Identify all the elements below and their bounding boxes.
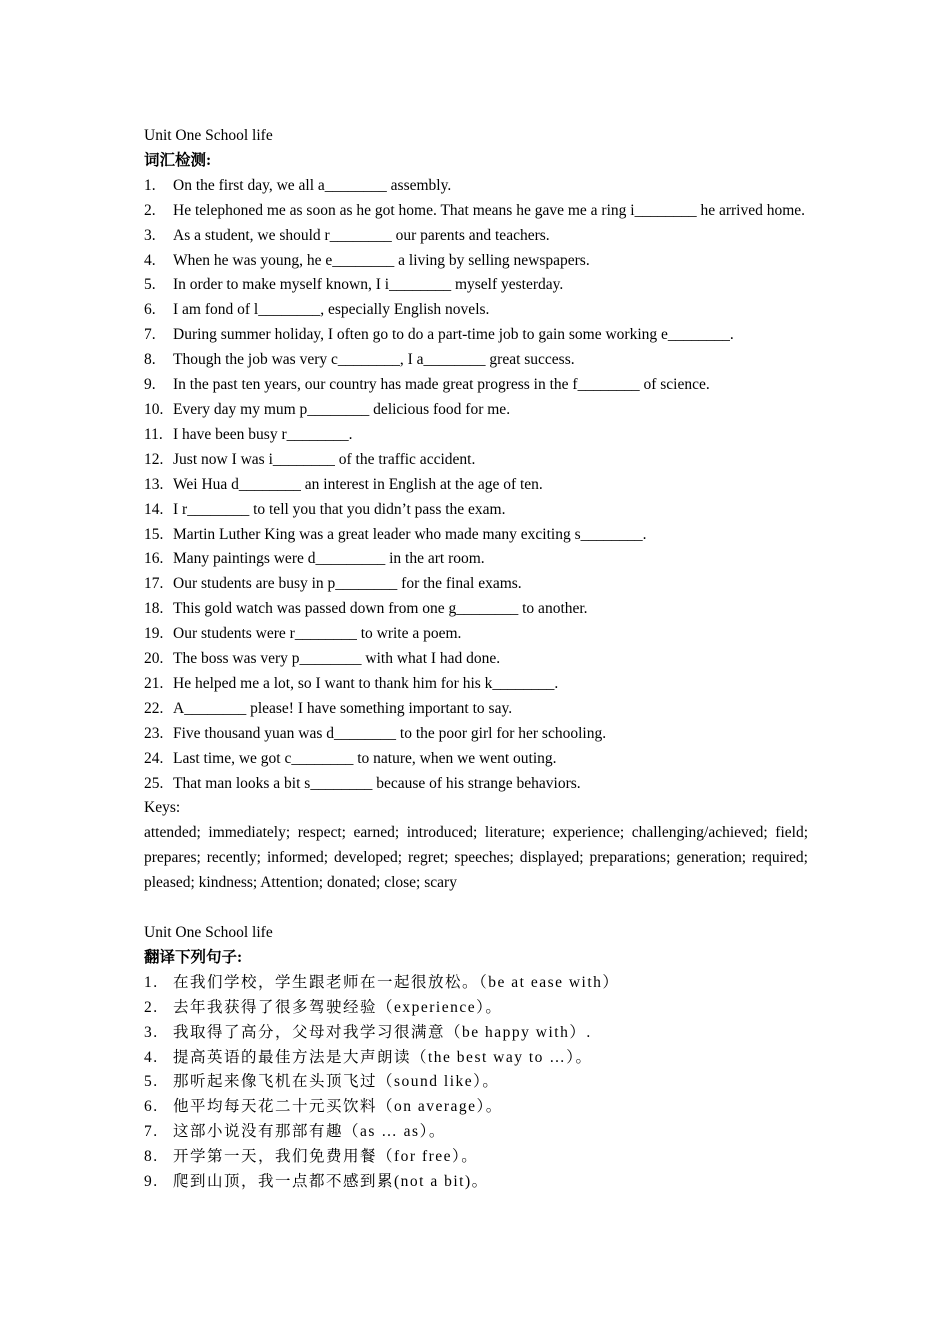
translation-item [144, 1021, 808, 1046]
item-text: In order to make myself known, I i________ myself yesterday. [173, 276, 564, 294]
item-number: 3. [144, 226, 156, 244]
item-text: He helped me a lot, so I want to thank him for his k________. [173, 674, 559, 692]
vocabulary-item [144, 697, 808, 722]
vocabulary-item [144, 423, 808, 448]
vocabulary-item [144, 597, 808, 622]
item-number: 14. [144, 500, 164, 518]
item-text: I r________ to tell you that you didn’t pass the exam. [173, 500, 506, 518]
document-page [144, 124, 808, 1195]
item-text: 那听起来像飞机在头顶飞过（sound like）。 [173, 1073, 500, 1091]
item-number: 13. [144, 475, 164, 493]
vocabulary-item [144, 224, 808, 249]
vocabulary-item [144, 174, 808, 199]
item-number: 7. [144, 1123, 159, 1141]
item-number: 2. [144, 201, 156, 219]
item-text: Wei Hua d________ an interest in English at the age of ten. [173, 475, 543, 493]
item-number: 17. [144, 575, 164, 593]
vocabulary-item [144, 323, 808, 348]
item-text: On the first day, we all a________ assembly. [173, 176, 452, 194]
vocabulary-item [144, 547, 808, 572]
item-text: 去年我获得了很多驾驶经验（experience）。 [173, 998, 503, 1016]
item-text: As a student, we should r________ our parents and teachers. [173, 226, 550, 244]
item-number: 9. [144, 1173, 159, 1191]
vocabulary-list [144, 174, 808, 797]
vocabulary-item [144, 523, 808, 548]
item-number: 8. [144, 351, 156, 369]
item-number: 10. [144, 400, 164, 418]
item-text: 提高英语的最佳方法是大声朗读（the best way to …）。 [173, 1048, 593, 1066]
vocabulary-item [144, 772, 808, 797]
item-number: 4. [144, 251, 156, 269]
vocabulary-heading: 词汇检测: [144, 151, 212, 169]
item-text: Last time, we got c________ to nature, when we went outing. [173, 749, 557, 767]
item-text: This gold watch was passed down from one g________ to another. [173, 600, 588, 618]
item-text: Many paintings were d_________ in the art room. [173, 550, 485, 568]
item-text: He telephoned me as soon as he got home. That means he gave me a ring i________ he arrived home. [173, 201, 806, 219]
unit-title-2: Unit One School life [144, 923, 273, 941]
item-number: 5. [144, 276, 156, 294]
item-number: 1. [144, 973, 159, 991]
item-text: I have been busy r________. [173, 425, 353, 443]
vocabulary-item [144, 647, 808, 672]
item-text: 在我们学校，学生跟老师在一起很放松。（be at ease with） [173, 973, 620, 991]
vocabulary-item [144, 199, 808, 224]
item-number: 11. [144, 425, 163, 443]
item-number: 6. [144, 301, 156, 319]
item-number: 3. [144, 1023, 159, 1041]
item-number: 18. [144, 600, 164, 618]
item-number: 23. [144, 724, 164, 742]
translation-item [144, 971, 808, 996]
translation-item [144, 1145, 808, 1170]
item-number: 19. [144, 625, 164, 643]
item-text: I am fond of l________, especially English novels. [173, 301, 490, 319]
item-text: 开学第一天，我们免费用餐（for free）。 [173, 1148, 479, 1166]
item-text: 这部小说没有那部有趣（as … as）。 [173, 1123, 446, 1141]
vocabulary-item [144, 473, 808, 498]
translation-item [144, 1120, 808, 1145]
item-text: Every day my mum p________ delicious food for me. [173, 400, 511, 418]
vocabulary-item [144, 572, 808, 597]
item-text: Though the job was very c________, I a________ great success. [173, 351, 575, 369]
translation-list [144, 971, 808, 1195]
item-text: 我取得了高分，父母对我学习很满意（be happy with）. [173, 1023, 592, 1041]
translation-heading: 翻译下列句子: [144, 948, 243, 966]
item-text: Our students were r________ to write a poem. [173, 625, 462, 643]
item-number: 6. [144, 1098, 159, 1116]
vocabulary-item [144, 622, 808, 647]
item-text: A________ please! I have something important to say. [173, 699, 513, 717]
vocabulary-item [144, 398, 808, 423]
vocabulary-item [144, 249, 808, 274]
item-number: 4. [144, 1048, 159, 1066]
translation-item [144, 1046, 808, 1071]
item-number: 2. [144, 998, 159, 1016]
item-text: Our students are busy in p________ for the final exams. [173, 575, 522, 593]
item-number: 12. [144, 450, 164, 468]
vocabulary-item [144, 373, 808, 398]
item-text: In the past ten years, our country has made great progress in the f________ of science. [173, 376, 710, 394]
translation-item [144, 1095, 808, 1120]
item-text: That man looks a bit s________ because of his strange behaviors. [173, 774, 581, 792]
item-number: 21. [144, 674, 164, 692]
item-number: 7. [144, 326, 156, 344]
item-text: Five thousand yuan was d________ to the poor girl for her schooling. [173, 724, 607, 742]
item-number: 8. [144, 1148, 159, 1166]
item-number: 9. [144, 376, 156, 394]
keys-label: Keys: [144, 799, 181, 817]
item-text: The boss was very p________ with what I had done. [173, 650, 501, 668]
section-spacer [144, 896, 808, 921]
vocabulary-item [144, 747, 808, 772]
vocabulary-item [144, 298, 808, 323]
item-number: 15. [144, 525, 164, 543]
vocabulary-item [144, 348, 808, 373]
item-text: Martin Luther King was a great leader who made many exciting s________. [173, 525, 647, 543]
translation-item [144, 1170, 808, 1195]
item-text: 他平均每天花二十元买饮料（on average）。 [173, 1098, 503, 1116]
item-number: 20. [144, 650, 164, 668]
unit-title: Unit One School life [144, 127, 273, 144]
vocabulary-item [144, 672, 808, 697]
item-text: During summer holiday, I often go to do a part-time job to gain some working e________. [173, 326, 734, 344]
item-text: 爬到山顶，我一点都不感到累(not a bit)。 [173, 1173, 489, 1191]
item-number: 24. [144, 749, 164, 767]
item-number: 22. [144, 699, 164, 717]
item-text: Just now I was i________ of the traffic accident. [173, 450, 476, 468]
vocabulary-item [144, 722, 808, 747]
keys-text: attended; immediately; respect; earned; introduced; literature; experience; challenging/achieved; field; prepares; recently; informed; developed; regret; speeches; displayed; preparations; generation; required; pleased; kindness; Attention; donated; close; scary [144, 824, 808, 892]
vocabulary-item [144, 498, 808, 523]
item-number: 5. [144, 1073, 159, 1091]
translation-item [144, 1070, 808, 1095]
item-text: When he was young, he e________ a living by selling newspapers. [173, 251, 590, 269]
translation-item [144, 996, 808, 1021]
vocabulary-item [144, 273, 808, 298]
vocabulary-item [144, 448, 808, 473]
item-number: 1. [144, 176, 156, 194]
item-number: 25. [144, 774, 164, 792]
item-number: 16. [144, 550, 164, 568]
